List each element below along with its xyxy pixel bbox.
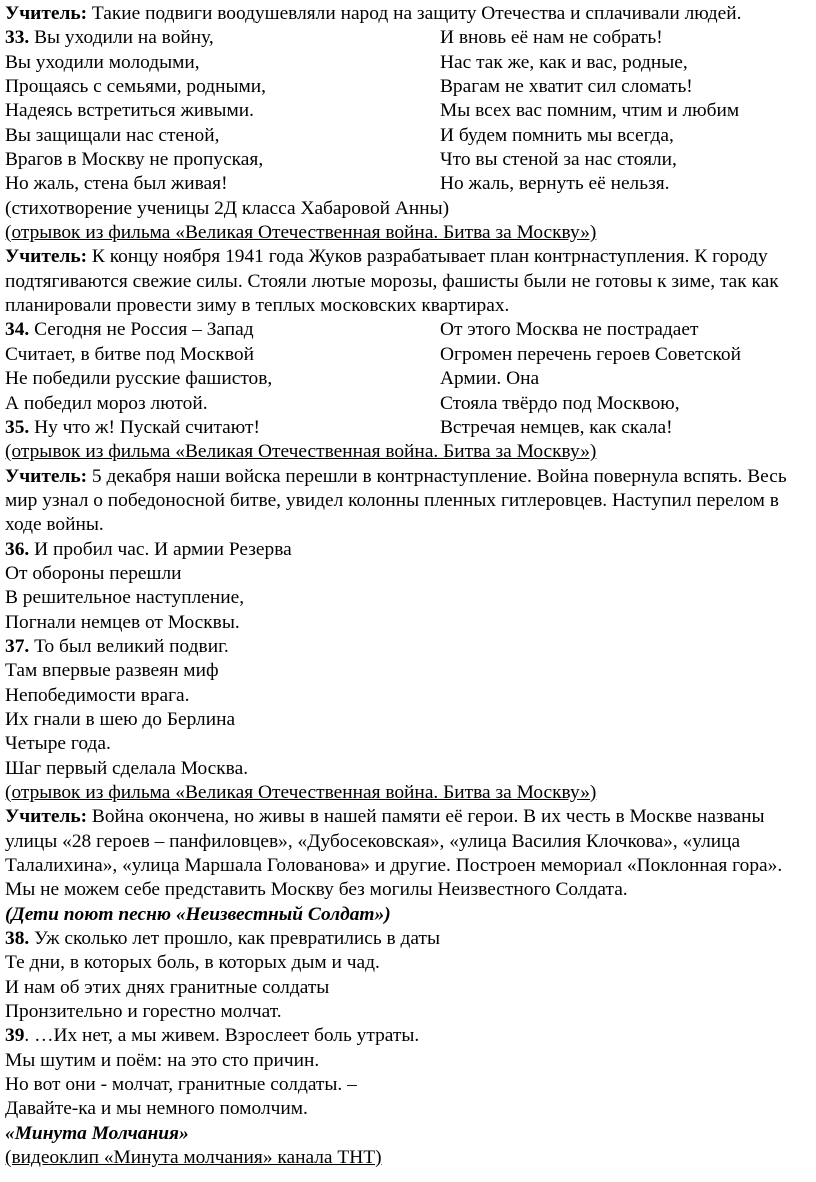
teacher-text: Война окончена, но живы в нашей памяти её герои. В их честь в Москве названы улицы «28 героев – панфиловцев», «Дубосековская», «улица Василия Клочкова», «улица Талалихина», «улица Маршала Голованова» и другие. Построен мемориал «Поклонная гора». Мы не можем себе представить Москву без могилы Неизвестного Солдата. bbox=[5, 806, 783, 901]
verse-line bbox=[5, 343, 440, 367]
poem-credit: (стихотворение ученицы 2Д класса Хабаровой Анны) bbox=[5, 197, 450, 219]
verse-text: Вы защищали нас стеной, bbox=[5, 124, 220, 146]
verse-text: То был великий подвиг. bbox=[29, 635, 229, 657]
verse-text: И пробил час. И армии Резерва bbox=[29, 538, 292, 560]
verse-line: Но вот они - молчат, гранитные солдаты. – bbox=[5, 1074, 357, 1096]
verse-line: Непобедимости врага. bbox=[5, 684, 190, 706]
verse-text: Прощаясь с семьями, родными, bbox=[5, 76, 267, 98]
verse-text: Ну что ж! Пускай считают! bbox=[29, 416, 260, 438]
verse-line: И нам об этих днях гранитные солдаты bbox=[5, 976, 330, 998]
verse-line bbox=[5, 538, 810, 562]
teacher-line-2 bbox=[5, 245, 810, 318]
verse-line: Те дни, в которых боль, в которых дым и чад. bbox=[5, 952, 380, 974]
teacher-label: Учитель: bbox=[5, 465, 88, 487]
teacher-label: Учитель: bbox=[5, 3, 88, 24]
verse-line bbox=[5, 99, 440, 123]
minute-of-silence-heading: «Минута Молчания» bbox=[5, 1122, 189, 1144]
verse-line: Мы шутим и поём: на это сто причин. bbox=[5, 1049, 320, 1071]
verse-line bbox=[5, 75, 440, 99]
verse-line bbox=[5, 927, 810, 951]
verse-line: От обороны перешли bbox=[5, 562, 182, 584]
verse-number: 34. bbox=[5, 319, 30, 341]
verse-text: Врагов в Москву не пропуская, bbox=[5, 149, 264, 171]
verse-line: Четыре года. bbox=[5, 733, 111, 755]
verse-line: Армии. Она bbox=[440, 368, 540, 390]
verse-text: Вы уходили молодыми, bbox=[5, 51, 200, 73]
verse-line bbox=[5, 416, 440, 440]
film-excerpt-note: (отрывок из фильма «Великая Отечественная война. Битва за Москву») bbox=[5, 782, 597, 803]
verse-line: Что вы стеной за нас стояли, bbox=[440, 149, 677, 171]
poem-33-left bbox=[5, 26, 440, 196]
verse-line: Мы всех вас помним, чтим и любим bbox=[440, 100, 740, 122]
verse-line: Давайте-ка и мы немного помолчим. bbox=[5, 1098, 308, 1120]
teacher-line-4 bbox=[5, 805, 810, 902]
verse-line bbox=[5, 148, 440, 172]
verse-line: Погнали немцев от Москвы. bbox=[5, 611, 240, 633]
teacher-text: 5 декабря наши войска перешли в контрнаступление. Война повернула вспять. Весь мир узнал о победоносной битве, увидел колонны пленных гитлеровцев. Наступил перелом в ходе войны. bbox=[5, 465, 787, 536]
teacher-text: Такие подвиги воодушевляли народ на защиту Отечества и сплачивали людей. bbox=[87, 3, 742, 24]
poem-34-columns bbox=[5, 318, 810, 440]
teacher-text: К концу ноября 1941 года Жуков разрабатывает план контрнаступления. К городу подтягиваются свежие силы. Стояли лютые морозы, фашисты были не готовы к зиме, так как планировали провести зиму в теплых московских квартирах. bbox=[5, 246, 779, 317]
verse-number: 33. bbox=[5, 27, 30, 49]
verse-line: И будем помнить мы всегда, bbox=[440, 124, 674, 146]
verse-line: Врагам не хватит сил сломать! bbox=[440, 76, 693, 98]
verse-line bbox=[5, 635, 810, 659]
teacher-line-3 bbox=[5, 465, 810, 538]
verse-line bbox=[5, 51, 440, 75]
verse-text: Но жаль, стена был живая! bbox=[5, 173, 228, 195]
poem-36 bbox=[5, 538, 810, 635]
verse-text: Не победили русские фашистов, bbox=[5, 368, 273, 390]
verse-number: 39 bbox=[5, 1025, 25, 1047]
teacher-label: Учитель: bbox=[5, 806, 88, 828]
verse-line bbox=[5, 124, 440, 148]
verse-line bbox=[5, 172, 440, 196]
film-excerpt-note: (отрывок из фильма «Великая Отечественная война. Битва за Москву») bbox=[5, 222, 597, 244]
verse-line bbox=[5, 367, 440, 391]
teacher-label: Учитель: bbox=[5, 246, 88, 268]
verse-line: Там впервые развеян миф bbox=[5, 660, 219, 682]
verse-text: А победил мороз лютой. bbox=[5, 392, 208, 414]
verse-number: 37. bbox=[5, 635, 30, 657]
verse-line: Стояла твёрдо под Москвою, bbox=[440, 392, 680, 414]
verse-number: 38. bbox=[5, 928, 30, 950]
verse-line: Встречая немцев, как скала! bbox=[440, 416, 673, 438]
verse-line: Нас так же, как и вас, родные, bbox=[440, 51, 688, 73]
verse-text: Уж сколько лет прошло, как превратились в даты bbox=[29, 928, 441, 950]
video-clip-note: (видеоклип «Минута молчания» канала ТНТ) bbox=[5, 1147, 382, 1169]
poem-33-right bbox=[440, 26, 810, 196]
poem-34-left bbox=[5, 318, 440, 440]
verse-line: Шаг первый сделала Москва. bbox=[5, 757, 249, 779]
verse-number: 36. bbox=[5, 538, 30, 560]
verse-line bbox=[5, 1024, 810, 1048]
verse-text: . …Их нет, а мы живем. Взрослеет боль утраты. bbox=[24, 1025, 420, 1047]
poem-39 bbox=[5, 1024, 810, 1121]
verse-text: Считает, в битве под Москвой bbox=[5, 343, 254, 365]
verse-line bbox=[5, 392, 440, 416]
verse-line: Огромен перечень героев Советской bbox=[440, 343, 741, 365]
poem-33-columns bbox=[5, 26, 810, 196]
verse-line: От этого Москва не пострадает bbox=[440, 319, 699, 341]
verse-number: 35. bbox=[5, 416, 30, 438]
verse-line: Их гнали в шею до Берлина bbox=[5, 708, 236, 730]
film-excerpt-note: (отрывок из фильма «Великая Отечественная война. Битва за Москву») bbox=[5, 441, 597, 463]
verse-line: В решительное наступление, bbox=[5, 587, 245, 609]
song-instruction: (Дети поют песню «Неизвестный Солдат») bbox=[5, 903, 391, 925]
verse-text: Надеясь встретиться живыми. bbox=[5, 100, 254, 122]
verse-line bbox=[5, 26, 440, 50]
verse-line: Пронзительно и горестно молчат. bbox=[5, 1001, 282, 1023]
verse-line bbox=[5, 318, 440, 342]
verse-line: И вновь её нам не собрать! bbox=[440, 27, 663, 49]
verse-text: Вы уходили на войну, bbox=[29, 27, 214, 49]
poem-34-right bbox=[440, 318, 810, 440]
verse-text: Сегодня не Россия – Запад bbox=[29, 319, 254, 341]
poem-38 bbox=[5, 927, 810, 1024]
teacher-line-1 bbox=[5, 2, 810, 26]
verse-line: Но жаль, вернуть её нельзя. bbox=[440, 173, 670, 195]
poem-37 bbox=[5, 635, 810, 781]
